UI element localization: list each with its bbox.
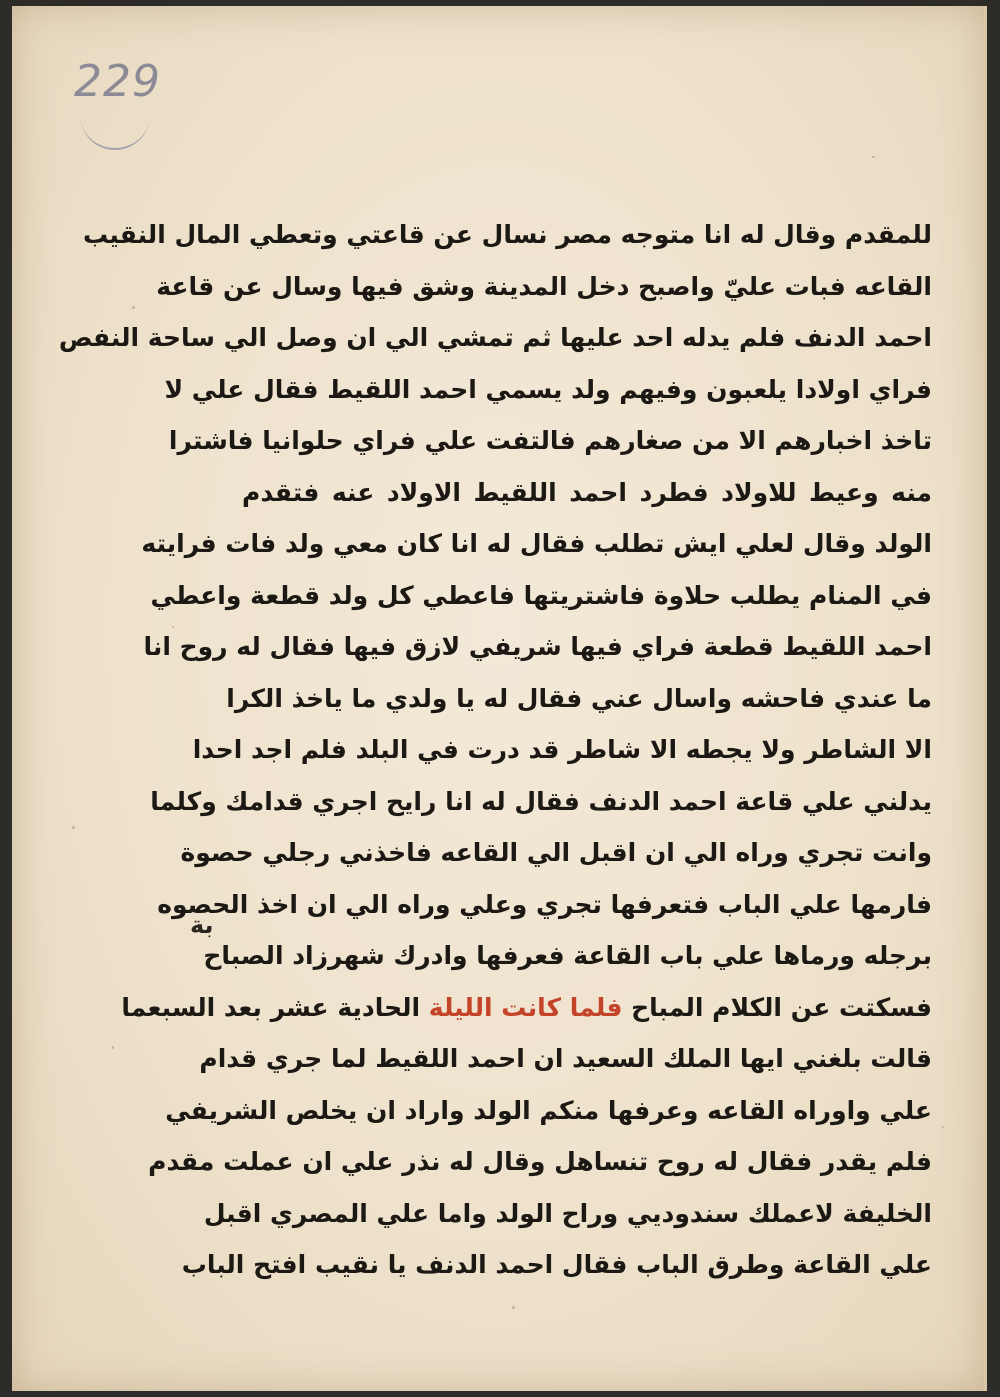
text-line: للمقدم وقال له انا متوجه مصر نسال عن قاعتي وتعطي المال النقيب [82,220,932,249]
text-line: الا الشاطر ولا يجطه الا شاطر قد درت في البلد فلم اجد احدا [192,735,932,764]
text-line: يدلني علي قاعة احمد الدنف فقال له انا رايح اجري قدامك وكلما [150,786,932,816]
text-line-with-rubric [121,982,932,1034]
text-line: تاخذ اخبارهم الا من صغارهم فالتفت علي فراي حلوانيا فاشترا [168,426,932,455]
text-line: منه وعيط للاولاد فطرد احمد اللقيط الاولاد عنه فتقدم [242,477,932,507]
paper-speck [132,306,135,309]
text-line: فراي اولادا يلعبون وفيهم ولد يسمي احمد اللقيط فقال علي لا [164,374,932,404]
text-line: القاعه فبات عليّ واصبح دخل المدينة وشق فيها وسال عن قاعة [156,271,932,301]
paper-speck [112,1046,114,1049]
margin-note: بة [190,911,214,939]
manuscript-page [12,6,987,1391]
text-line: فارمها علي الباب فتعرفها تجري وعلي وراه الي ان اخذ الحصوه [157,889,932,919]
text-line: فلم يقدر فقال له روح تنساهل وقال له نذر علي ان عملت مقدم [148,1147,932,1176]
text-line: الولد وقال لعلي ايش تطلب فقال له انا كان معي ولد فات فرايته [141,529,932,558]
text-line: احمد الدنف فلم يدله احد عليها ثم تمشي الي ان وصل الي ساحة النفص [58,323,932,352]
folio-flourish [80,98,150,150]
paper-speck [72,826,75,829]
line-start: فسكتت عن الكلام المباح [631,992,932,1022]
text-line: في المنام يطلب حلاوة فاشتريتها فاعطي كل ولد قطعة واعطي [150,580,932,610]
paper-speck [872,156,875,158]
line-end: الحادية عشر بعد السبعما [121,992,421,1022]
text-line: علي القاعة وطرق الباب فقال احمد الدنف يا نقيب افتح الباب [181,1250,932,1279]
rubric-night-heading: فلما كانت الليلة [428,992,623,1022]
text-line: قالت بلغني ايها الملك السعيد ان احمد اللقيط لما جري قدام [199,1044,932,1073]
text-line: وانت تجري وراه الي ان اقبل الي القاعه فاخذني رجلي حصوة [180,838,932,867]
text-line: احمد اللقيط قطعة فراي فيها شريفي لازق فيها فقال له روح انا [143,632,932,661]
folio-number: 229 [74,56,161,107]
paper-speck [512,1306,515,1309]
text-line: الخليفة لاعملك سندوديي وراح الولد واما علي المصري اقبل [203,1198,932,1228]
text-line: برجله ورماها علي باب القاعة فعرفها وادرك شهرزاد الصباح [203,941,932,970]
text-line: علي واوراه القاعه وعرفها منكم الولد واراد ان يخلص الشريفي [165,1095,932,1125]
paper-speck [942,1126,944,1128]
text-line: ما عندي فاحشه واسال عني فقال له يا ولدي ما ياخذ الكرا [226,683,932,713]
